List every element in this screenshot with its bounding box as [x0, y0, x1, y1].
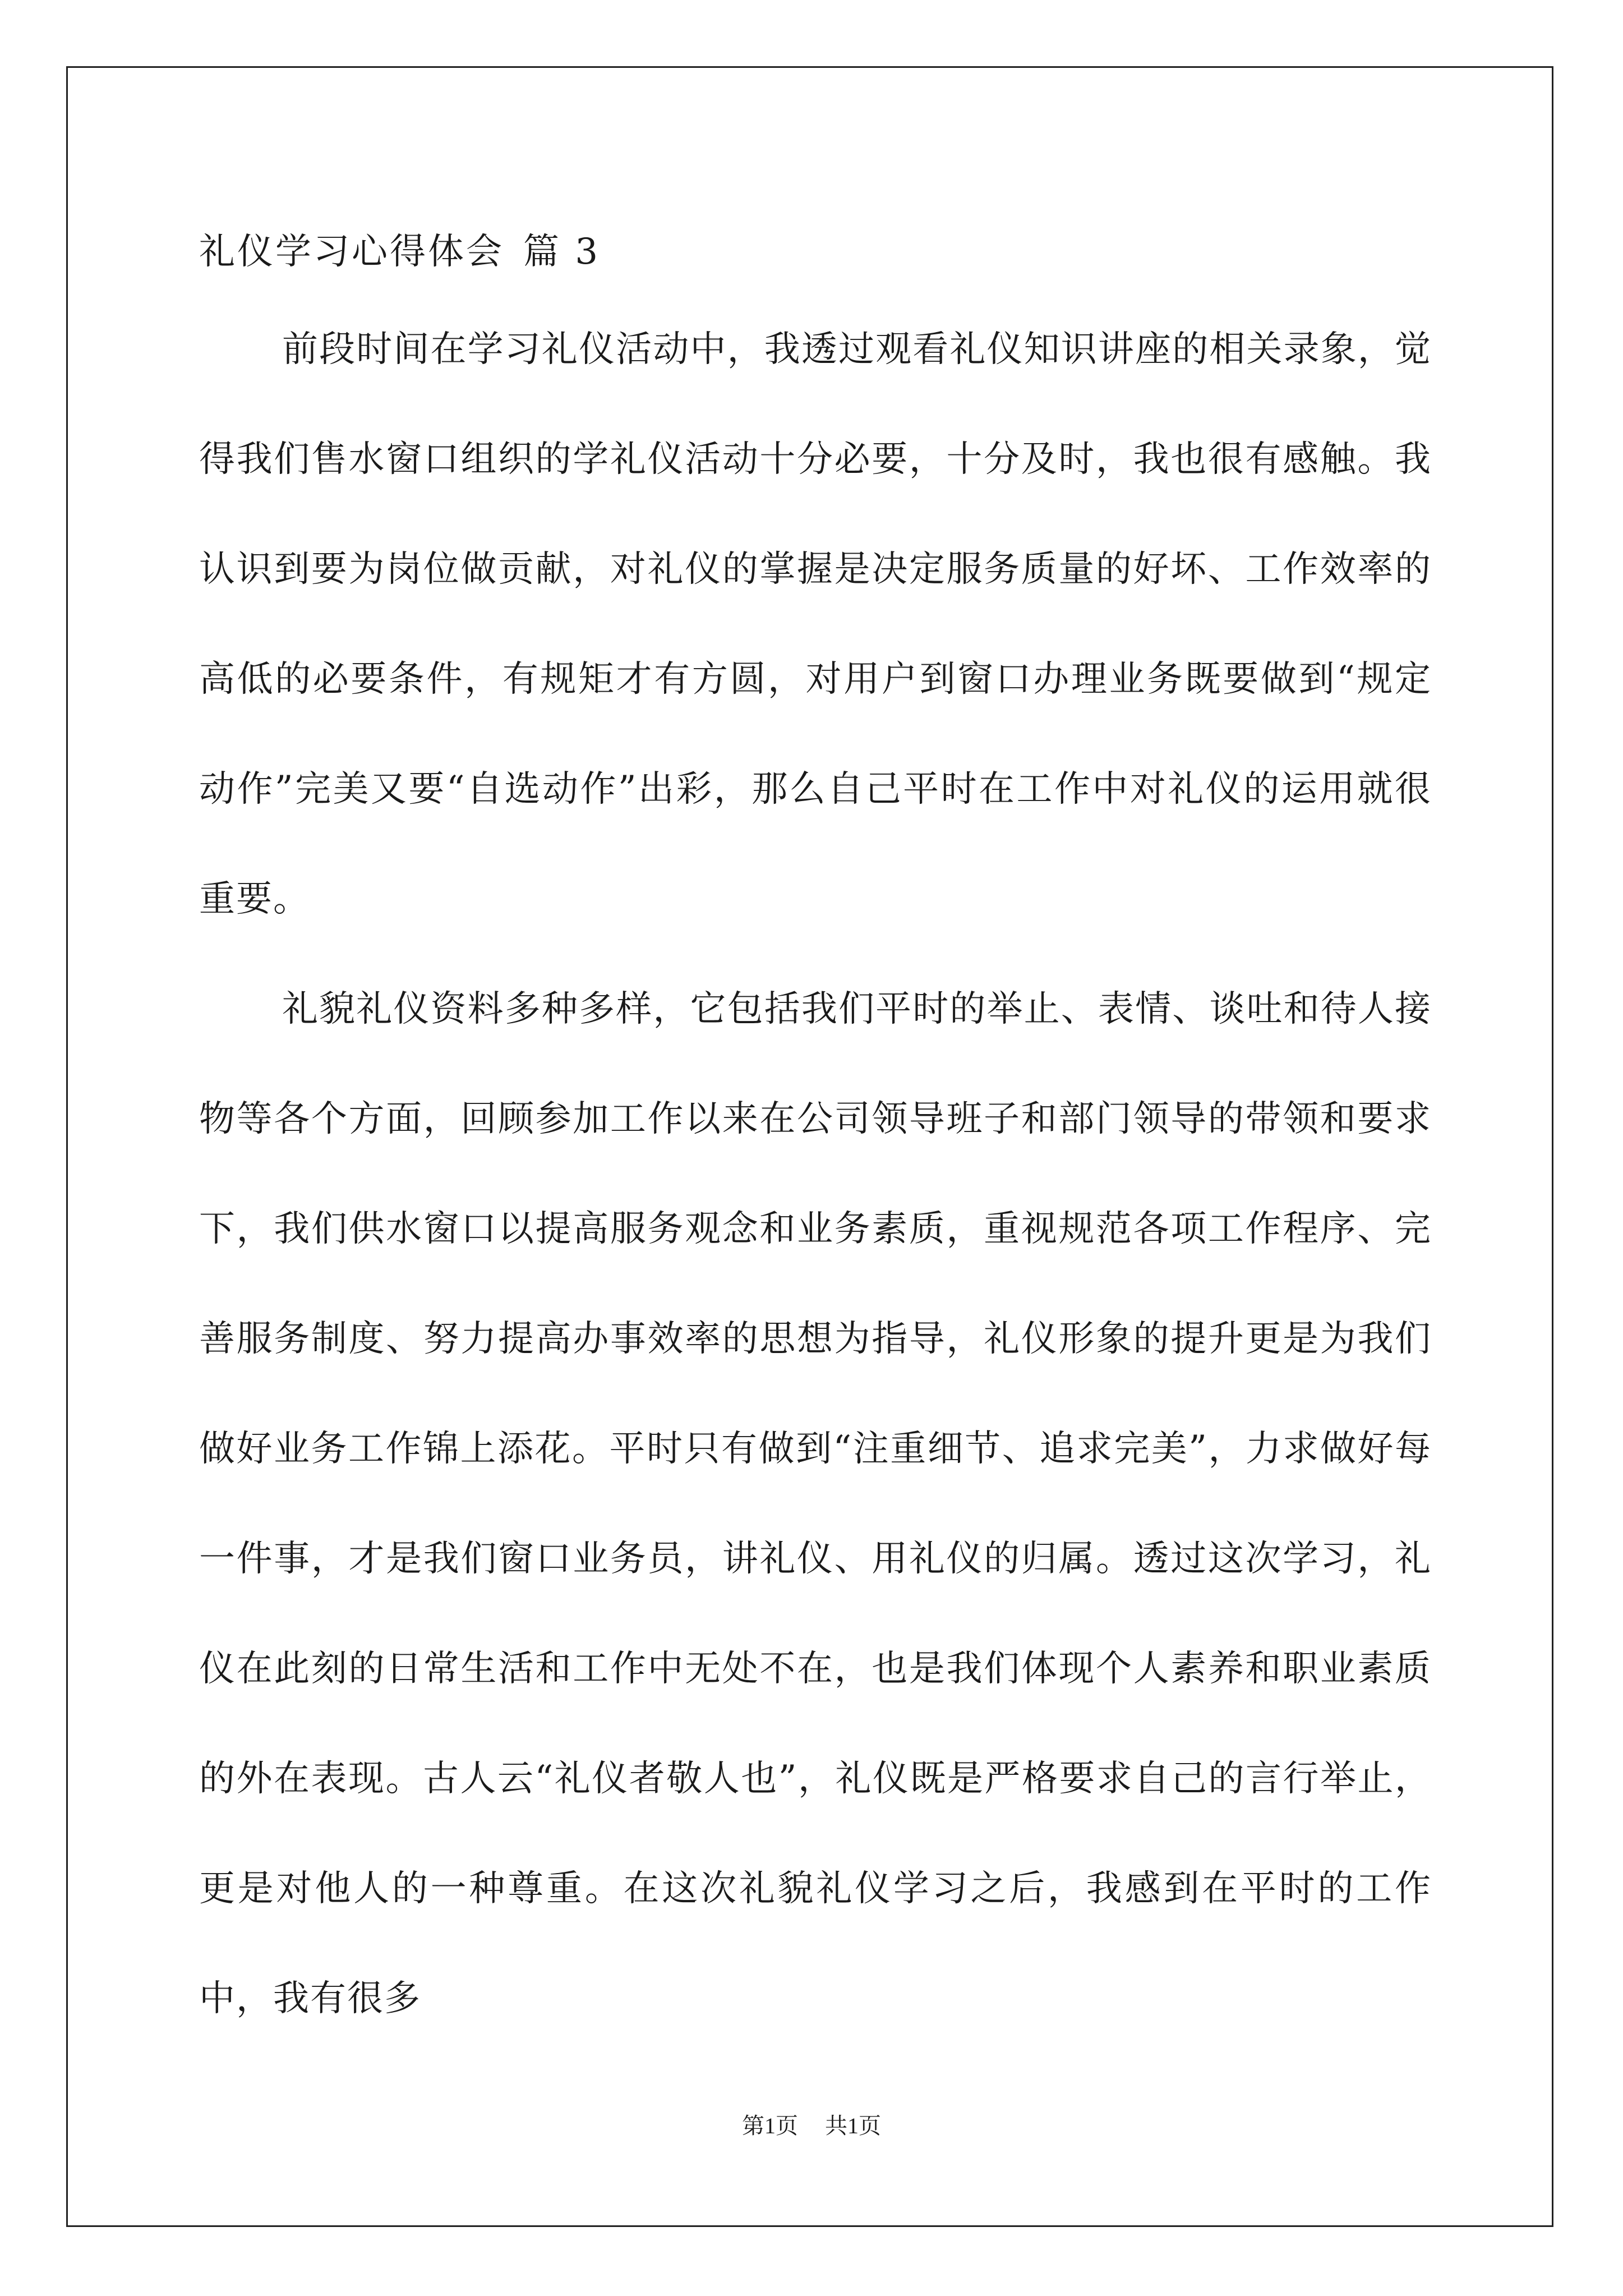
page-number-total: 共1页 — [825, 2113, 881, 2138]
page-footer — [0, 2110, 1623, 2142]
document-body — [199, 295, 1432, 2054]
paragraph-2: 礼貌礼仪资料多种多样，它包括我们平时的举止、表情、谈吐和待人接物等各个方面，回顾参加工作以来在公司领导班子和部门领导的带领和要求下，我们供水窗口以提高服务观念和业务素质，重视规范各项工作程序、完善服务制度、努力提高办事效率的思想为指导，礼仪形象的提升更是为我们做好业务工作锦上添花。平时只有做到“注重细节、追求完美”，力求做好每一件事，才是我们窗口业务员，讲礼仪、用礼仪的归属。透过这次学习，礼仪在此刻的日常生活和工作中无处不在，也是我们体现个人素养和职业素质的外在表现。古人云“礼仪者敬人也”，礼仪既是严格要求自己的言行举止，更是对他人的一种尊重。在这次礼貌礼仪学习之后，我感到在平时的工作中，我有很多 — [199, 988, 1432, 2019]
page-number-current: 第1页 — [742, 2113, 798, 2138]
title-text: 礼仪学习心得体会 — [199, 231, 504, 273]
part-label: 篇 3 — [523, 231, 601, 273]
paragraph-1: 前段时间在学习礼仪活动中，我透过观看礼仪知识讲座的相关录象，觉得我们售水窗口组织的学礼仪活动十分必要，十分及时，我也很有感触。我认识到要为岗位做贡献，对礼仪的掌握是决定服务质量的好坏、工作效率的高低的必要条件，有规矩才有方圆，对用户到窗口办理业务既要做到“规定动作”完美又要“自选动作”出彩，那么自己平时在工作中对礼仪的运用就很重要。 — [199, 329, 1432, 920]
document-title — [199, 227, 600, 277]
